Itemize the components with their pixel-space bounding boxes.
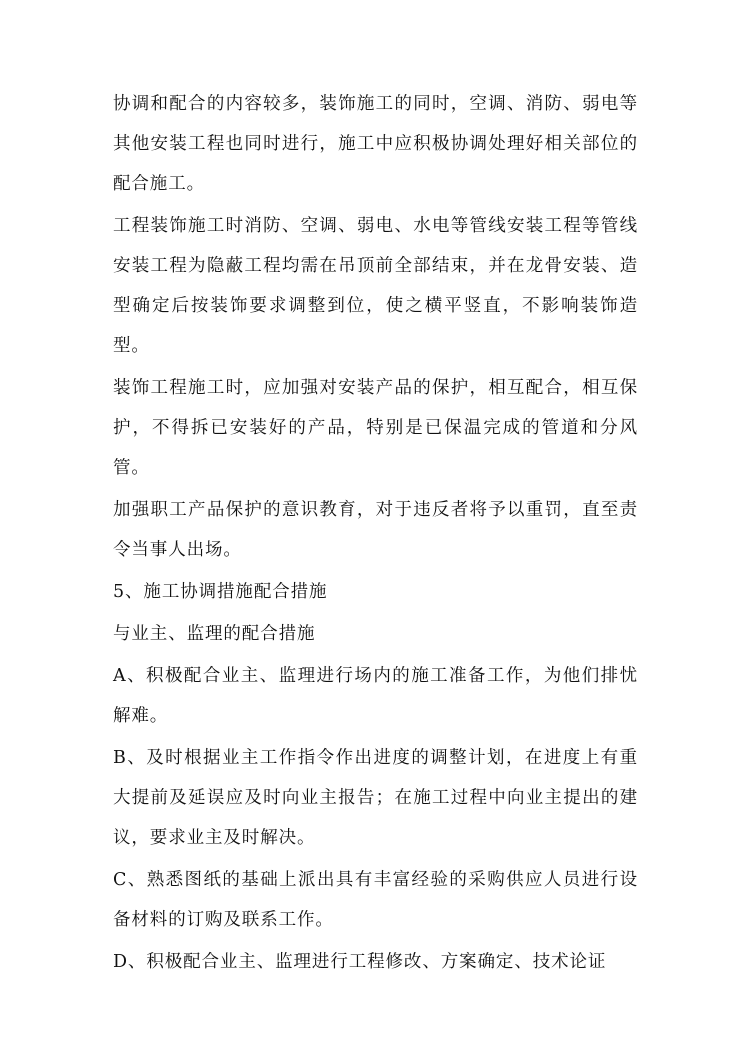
list-item-a: A、积极配合业主、监理进行场内的施工准备工作，为他们排忧解难。	[113, 666, 638, 726]
list-item-d: D、积极配合业主、监理进行工程修改、方案确定、技术论证	[113, 952, 607, 972]
section-heading: 5、施工协调措施配合措施	[113, 582, 328, 602]
subsection-heading: 与业主、监理的配合措施	[113, 624, 316, 644]
paragraph: 装饰工程施工时，应加强对安装产品的保护，相互配合，相互保护，不得拆已安装好的产品，特别是已保温完成的管道和分风管。	[113, 378, 638, 478]
paragraph: 协调和配合的内容较多，装饰施工的同时，空调、消防、弱电等其他安装工程也同时进行，施工中应积极协调处理好相关部位的配合施工。	[113, 94, 638, 194]
list-item-c: C、熟悉图纸的基础上派出具有丰富经验的采购供应人员进行设备材料的订购及联系工作。	[113, 870, 638, 930]
document-body	[113, 84, 638, 982]
list-item-b: B、及时根据业主工作指令作出进度的调整计划，在进度上有重大提前及延误应及时向业主报告；在施工过程中向业主提出的建议，要求业主及时解决。	[113, 748, 638, 848]
paragraph: 加强职工产品保护的意识教育，对于违反者将予以重罚，直至责令当事人出场。	[113, 500, 638, 560]
paragraph: 工程装饰施工时消防、空调、弱电、水电等管线安装工程等管线安装工程为隐蔽工程均需在吊顶前全部结束，并在龙骨安装、造型确定后按装饰要求调整到位，使之横平竖直，不影响装饰造型。	[113, 216, 638, 356]
